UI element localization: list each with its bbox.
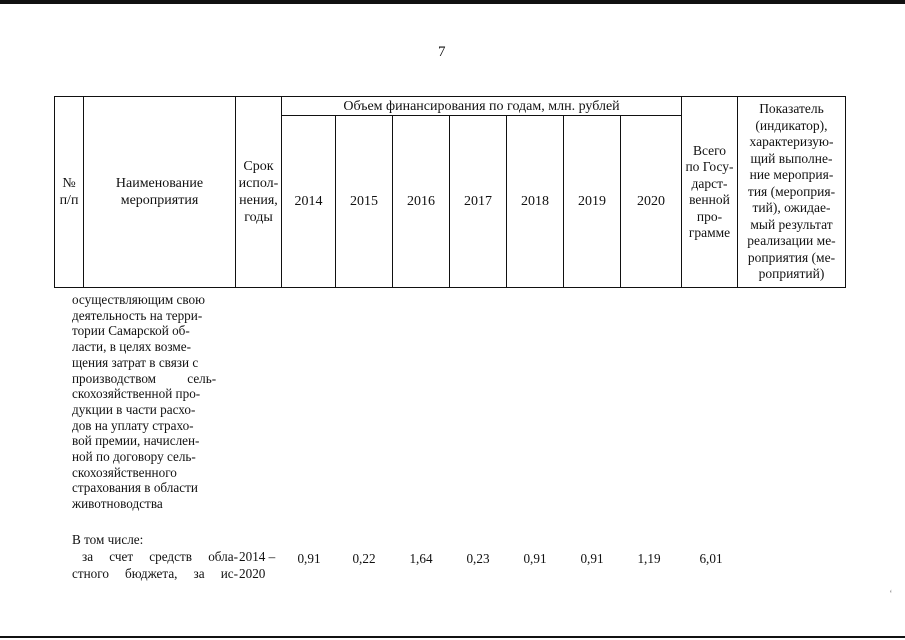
header-term-line: нения, [239, 193, 278, 208]
header-total-line: Всего [692, 142, 727, 158]
description-line: страхования в области [72, 480, 198, 496]
description-line: щения затрат в связи с [72, 354, 199, 370]
header-total-line: дарст- [691, 175, 728, 191]
header-term-line: годы [244, 210, 273, 225]
value-2016: 1,64 [409, 551, 433, 566]
header-year-2017: 2017 [450, 116, 507, 288]
header-total-line: про- [696, 208, 723, 224]
header-indicator-line: (индикатор), [755, 117, 828, 133]
description-line: дов на уплату страхо- [72, 417, 194, 433]
header-year-2014: 2014 [282, 116, 336, 288]
description-line: осуществляющим свою [72, 292, 205, 307]
header-indicator-line: характеризую- [749, 134, 834, 150]
value-2014: 0,91 [297, 551, 321, 566]
header-number-line: № [62, 176, 76, 191]
header-term-line: испол- [238, 176, 279, 191]
header-year-2019: 2019 [564, 116, 621, 288]
header-total-line: грамме [688, 225, 731, 240]
header-year-2020: 2020 [621, 116, 682, 288]
header-indicator-line: ние мероприя- [749, 167, 834, 183]
description-line: скохозяйственной про- [72, 386, 201, 402]
header-indicator-line: роприятия (ме- [747, 249, 836, 265]
header-total-cell [682, 97, 738, 288]
header-total-line: по Госу- [685, 159, 734, 174]
value-2018: 0,91 [523, 551, 547, 566]
header-total-line: венной [689, 192, 730, 207]
header-name-cell [84, 97, 236, 288]
description-line: вой премии, начислен- [72, 433, 200, 449]
measure-description [72, 292, 235, 512]
description-line: производством сель- [72, 370, 217, 386]
value-2020: 1,19 [637, 551, 661, 566]
value-2019: 0,91 [580, 551, 604, 566]
description-line: скохозяйственного [72, 464, 177, 480]
header-year-2018: 2018 [507, 116, 564, 288]
funding-source-line: за счет средств обла- [82, 549, 238, 564]
header-indicator-line: реализации ме- [747, 233, 836, 249]
header-indicator-line: Показатель [759, 101, 824, 117]
header-indicator-line: тия (мероприя- [747, 183, 836, 199]
scan-speck: ‘ [889, 588, 893, 600]
header-indicator-line: роприятий) [758, 266, 825, 282]
header-year-2016: 2016 [393, 116, 450, 288]
value-2017: 0,23 [466, 551, 490, 566]
description-line: животноводства [72, 496, 163, 512]
period-line: 2014 – [239, 549, 276, 564]
top-border-line [0, 0, 905, 4]
period-line: 2020 [239, 566, 266, 581]
description-line: деятельность на терри- [72, 307, 203, 323]
bottom-border-line [0, 636, 905, 638]
header-indicator-line: тий), ожидае- [752, 200, 831, 216]
header-indicator-line: щий выполне- [750, 150, 833, 166]
description-line: ласти, в целях возме- [72, 339, 192, 355]
header-indicator-cell [738, 97, 846, 288]
description-line: тории Самарской об- [72, 323, 190, 339]
description-line: дукции в части расхо- [72, 401, 196, 417]
value-total: 6,01 [699, 551, 723, 566]
including-label: В том числе: [72, 532, 144, 547]
header-year-2015: 2015 [336, 116, 393, 288]
header-funding-title: Объем финансирования по годам, млн. рублей [282, 97, 682, 116]
funding-source-line: стного бюджета, за ис- [72, 566, 238, 581]
header-indicator-line: мый результат [750, 216, 833, 232]
description-line: ной по договору сель- [72, 449, 196, 465]
execution-period [239, 548, 275, 582]
header-name-line: мероприятия [120, 193, 199, 208]
page-number: 7 [438, 44, 446, 60]
header-term-cell [236, 97, 282, 288]
header-number-cell [55, 97, 84, 288]
header-name-line: Наименование [115, 176, 204, 191]
header-table [54, 96, 846, 288]
header-term-line: Срок [243, 159, 274, 174]
header-number-line: п/п [59, 193, 79, 208]
funding-source [72, 548, 238, 582]
value-2015: 0,22 [352, 551, 376, 566]
